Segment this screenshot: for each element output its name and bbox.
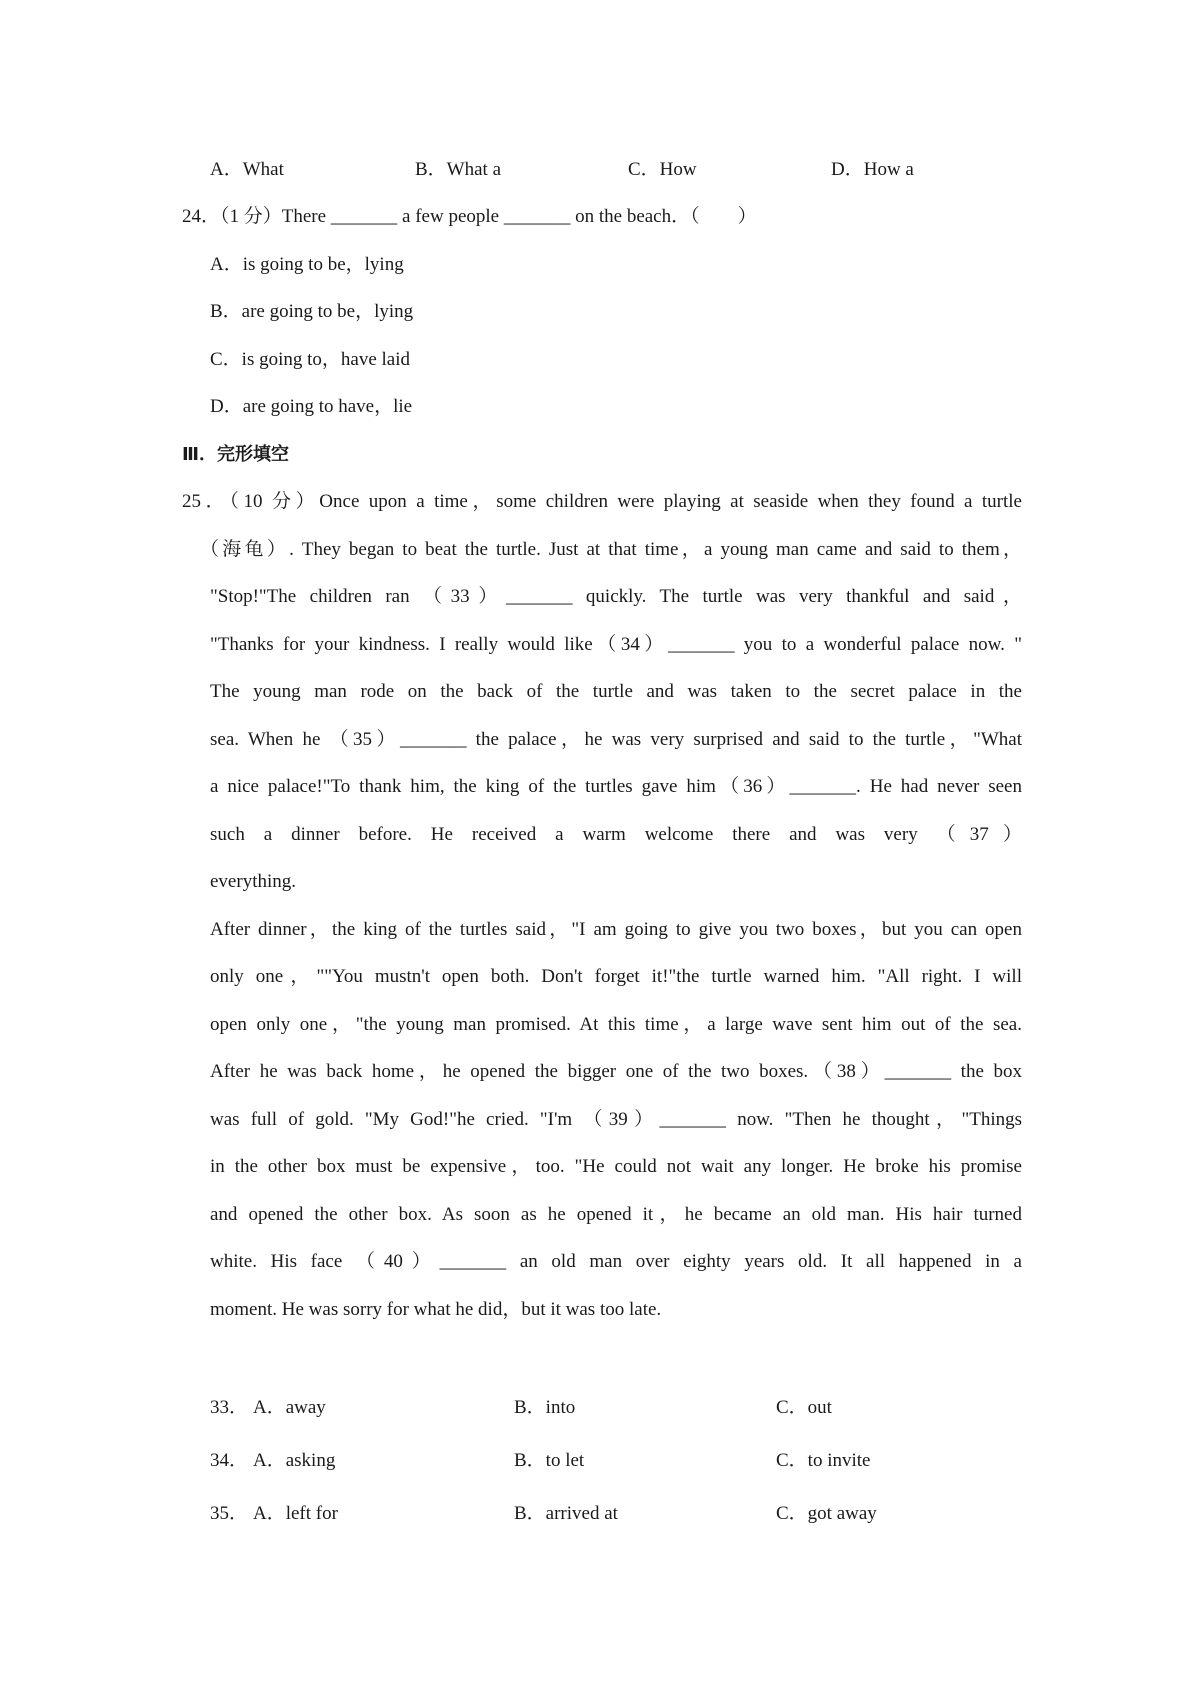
passage-line: moment. He was sorry for what he did，but it was too late. — [210, 1299, 662, 1320]
q24-option-d: D．are going to have，lie — [210, 396, 413, 417]
passage-line: "Thanks for your kindness. I really would like（34）_______ you to a wonderful palace now. " — [210, 634, 1022, 655]
answer-option-b: B．arrived at — [514, 1503, 618, 1524]
answer-option-a: A．left for — [253, 1503, 338, 1524]
q23-option-a: A．What — [210, 159, 284, 180]
passage-line: open only one，"the young man promised. At this time，a large wave sent him out of the sea. — [210, 1014, 1022, 1035]
answer-option-b: B．into — [514, 1397, 576, 1418]
q24-option-a: A．is going to be，lying — [210, 254, 404, 275]
passage-line: and opened the other box. As soon as he opened it，he became an old man. His hair turned — [210, 1204, 1022, 1225]
answer-option-c: C．to invite — [776, 1450, 871, 1471]
q23-option-d: D．How a — [831, 159, 914, 180]
answer-option-c: C．out — [776, 1397, 832, 1418]
q23-option-c: C．How — [628, 159, 697, 180]
answer-option-a: A．away — [253, 1397, 326, 1418]
passage-line: a nice palace!"To thank him, the king of the turtles gave him（36）_______. He had never seen — [210, 776, 1022, 797]
passage-line: 25．（10 分）Once upon a time，some children were playing at seaside when they found a turtle — [182, 491, 1022, 512]
passage-line: After he was back home，he opened the bigger one of the two boxes.（38）_______ the box — [210, 1061, 1022, 1082]
q24-option-b: B．are going to be，lying — [210, 301, 414, 322]
q24-stem: 24．（1 分）There _______ a few people _______ on the beach．（ ） — [182, 206, 757, 227]
answer-option-b: B．to let — [514, 1450, 585, 1471]
passage-line: The young man rode on the back of the turtle and was taken to the secret palace in the — [210, 681, 1022, 702]
passage-line: was full of gold. "My God!"he cried. "I'm （39）_______ now. "Then he thought，"Things — [210, 1109, 1022, 1130]
answer-option-c: C．got away — [776, 1503, 877, 1524]
passage-line: "Stop!"The children ran （33）_______ quickly. The turtle was very thankful and said， — [210, 586, 1022, 607]
passage-line: in the other box must be expensive，too. "He could not wait any longer. He broke his promise — [210, 1156, 1022, 1177]
passage-line: such a dinner before. He received a warm welcome there and was very （37） — [210, 824, 1022, 845]
passage-line: After dinner，the king of the turtles said，"I am going to give you two boxes，but you can open — [210, 919, 1022, 940]
answer-number: 35． — [210, 1503, 249, 1524]
passage-line: sea. When he （35）_______ the palace，he was very surprised and said to the turtle，"What — [210, 729, 1022, 750]
answer-number: 33． — [210, 1397, 249, 1418]
q24-option-c: C．is going to，have laid — [210, 349, 411, 370]
q23-option-b: B．What a — [415, 159, 502, 180]
passage-line: only one，""You mustn't open both. Don't forget it!"the turtle warned him. "All right. I will — [210, 966, 1022, 987]
passage-line: （海龟）. They began to beat the turtle. Just at that time，a young man came and said to them， — [200, 539, 1022, 560]
passage-line: everything. — [210, 871, 297, 892]
answer-number: 34． — [210, 1450, 249, 1471]
section-title: Ⅲ．完形填空 — [182, 444, 290, 465]
passage-line: white. His face （40）_______ an old man over eighty years old. It all happened in a — [210, 1251, 1022, 1272]
answer-option-a: A．asking — [253, 1450, 336, 1471]
